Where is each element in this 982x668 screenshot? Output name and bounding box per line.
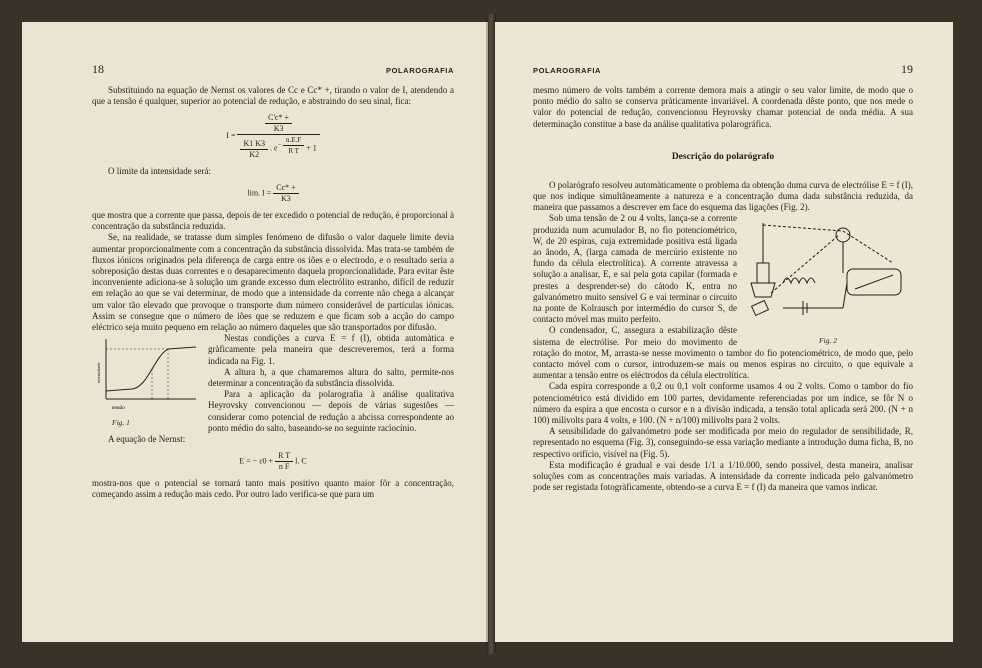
figure-1-y-label: intensidade	[96, 362, 101, 384]
paragraph: mostra-nos que o potencial se tornará tanto mais positivo quanto maior fôr a concentração, começando assim a redução mais cedo. Por outro lado verifica-se que para um	[92, 478, 454, 500]
figure-1-caption: Fig. 1	[112, 418, 130, 428]
figure-2	[743, 213, 913, 346]
left-page	[22, 22, 488, 642]
paragraph: A altura h, a que chamaremos altura do salto, permite-nos determinar a concentração da substância dissolvida.	[208, 366, 454, 388]
right-header	[533, 62, 913, 77]
paragraph: mesmo número de volts também a corrente demora mais a atingir o seu valor limite, de modo que o ponto médio do salto se conserva pràticamente invariável. A coordenada dêste ponto, que nos mede o valor do potencial de redução, convencionou Heyrovsky chamar potencial de onda média. A sua determinação constitue a base da análise qualitativa polarográfica.	[533, 85, 913, 129]
paragraph: Cada espira corresponde a 0,2 ou 0,1 volt conforme usamos 4 ou 2 volts. Como o tambor do fio potenciométrico está dividido em 100 partes, devidamente referenciadas por um índice, se fôr N o número da espira a que encosta o cursor e n a divisão indicada, a tensão total aplicada será 200. (N + n 100) milivolts para 4 volts, e 100. (N + n/100) milivolts para 2 volts.	[533, 381, 913, 426]
paragraph: O condensador, C, assegura a estabilização dêste sistema de electrólise. Por meio do movimento de rotação do motor, M, arrasta-se nesse movimento o tambor do fio potenciométrico, de modo que, pelo contacto móvel com o cursor, introduzem-se mais ou menos espiras no circuito, o que equivale a aumentar a tensão entre os eléctrodos da célula electrolítica.	[533, 325, 913, 381]
figure-1-graph	[92, 335, 200, 413]
paragraph: O polarógrafo resolveu automàticamente o problema da obtenção duma curva de electrólise E = f (I), que nos indique simultâneamente a natureza e a concentração duma dada substância reduzida, da maneira que passamos a descrever em face do esquema das ligações (Fig. 2).	[533, 179, 913, 213]
paragraph: Substituindo na equação de Nernst os valores de Cc e Cc* +, tirando o valor de I, atendendo a que a tensão é qualquer, superior ao potencial de redução, e abstraindo do seu sinal, fica:	[92, 85, 454, 107]
left-header	[92, 62, 454, 77]
formula-current: I = $\frac{C'c* +}{K3}$ $\frac{K1 K3}{K2}$ . $e^{- \frac{n.E.F}{\text{R T}}}$ + 1	[92, 113, 454, 159]
right-page	[495, 22, 953, 642]
figure-2-caption: Fig. 2	[819, 336, 837, 346]
formula-limit: lim. I = $\frac{Cc* +}{K3}$	[92, 183, 454, 204]
figure-1	[92, 335, 200, 428]
page-number: 18	[92, 62, 104, 76]
section-heading: Descrição do polarógrafo	[671, 151, 775, 162]
running-title: POLAROGRAFIA	[385, 66, 454, 75]
paragraph: O limite da intensidade será:	[108, 165, 211, 176]
paragraph: Nestas condições a curva E = f (I), obtida automàtica e gràficamente pela maneira que descreveremos, terá a forma indicada na Fig. 1.	[208, 333, 454, 366]
paragraph: Esta modificação é gradual e vai desde 1/1 a 1/10.000, sendo possível, desta maneira, analisar soluções com as concentrações mais variadas. A intensidade da corrente indicada pelo galvanómetro pode ser registada fotogràficamente, obtendo-se a curva E = f (I) da maneira que vamos indicar.	[533, 459, 913, 493]
paragraph: Se, na realidade, se tratasse dum simples fenómeno de difusão o valor daquele limite devia aumentar proporcionalmente com a concentração da substância dissolvida. Mas trata-se também de fluxos iónicos originados pela diferença de carga entre os iões e o electrodo, e o resultado seria a sobreposição destas duas correntes e o desaparecimento daquela proporcionalidade. Para evitar êste inconveniente adiciona-se à solução um grande excesso dum electrólito estranho, difícil de reduzir em relação ao que se vai determinar, de modo que a intensidade da corrente não chega a alcançar um valor tão elevado que provoque o transporte dum número considerável de partículas iónicas. Assim se consegue que o número de iões que se reduzem e que ficam sob a acção do campo eléctrico seja muito pequeno em relação ao número daqueles que são transportados por difusão.	[92, 232, 454, 332]
paragraph: A equação de Nernst:	[108, 434, 186, 445]
figure-1-x-label: tensão	[112, 406, 125, 412]
figure-2-schematic	[743, 213, 913, 331]
page-number: 19	[901, 62, 913, 76]
paragraph: Para a aplicação da polarografia à análise qualitativa Heyrovsky convencionou — depois de várias sugestões — considerar como potencial de redução a abcissa correspondente ao ponto médio do salto, baseando-se no seguinte raciocínio.	[208, 389, 454, 433]
paragraph: Sob uma tensão de 2 ou 4 volts, lança-se a corrente produzida num acumulador B, no fio potenciométrico, W, de 20 espiras, cuja extremidade positiva está ligada ao ânodo, A, (larga camada de mercúrio existente no fundo da célula electrolítica). A corrente atravessa a solução a analisar, E, e sai pela gota capilar (formada e prestes a desprender-se) do cátodo K, entra no galvanómetro muito sensível G e vai terminar o circuito na ponte de Kolrausch por intermédio do cursor S, de contacto móvel mas muito perfeito.	[533, 213, 737, 325]
formula-nernst: E = − ε0 + $\frac{\text{R T}}{\text{n F}}$ l. C	[239, 451, 307, 472]
paragraph: que mostra que a corrente que passa, depois de ter excedido o potencial de redução, é proporcional à concentração da substância reduzida.	[92, 209, 454, 232]
running-title: POLAROGRAFIA	[533, 66, 602, 75]
paragraph: A sensibilidade do galvanómetro pode ser modificada por meio do regulador de sensibilidade, R, representado no esquema (Fig. 3), conseguindo-se essa variação mediante a introdução duma ficha, B, no respectivo orifício, visível na (Fig. 5).	[533, 426, 913, 459]
